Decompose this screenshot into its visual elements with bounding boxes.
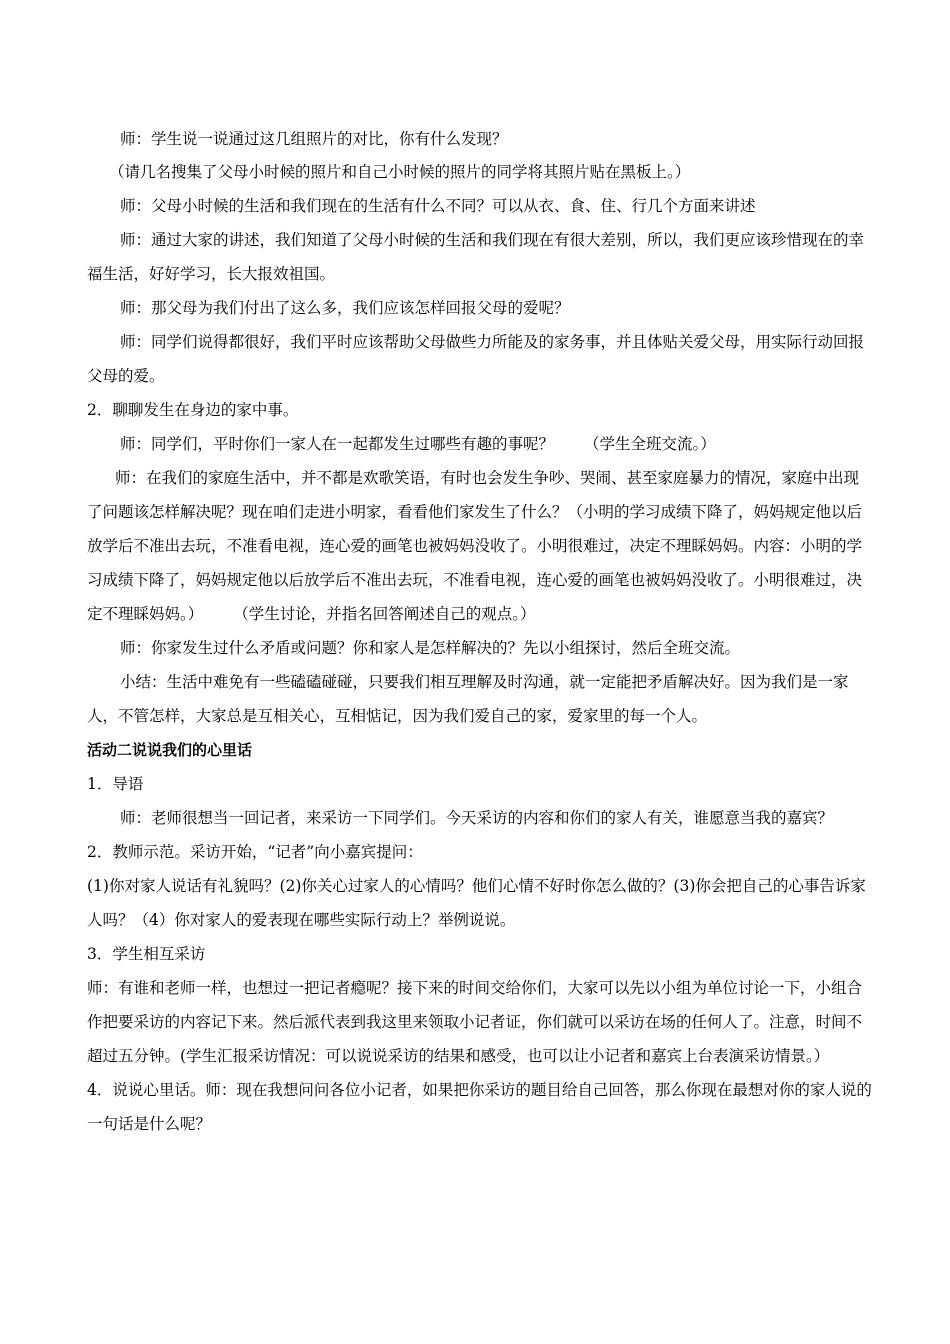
paragraph-note: （学生讨论，并指名回答阐述自己的观点。） bbox=[233, 605, 536, 623]
paragraph: 师：老师很想当一回记者，来采访一下同学们。今天采访的内容和你们的家人有关，谁愿意当我的嘉宾？ bbox=[120, 809, 834, 827]
paragraph bbox=[87, 427, 873, 461]
paragraph: 师：有谁和老师一样，也想过一把记者瘾呢？接下来的时间交给你们，大家可以先以小组为单位讨论一下，小组合作把要采访的内容记下来。然后派代表到我这里来领取小记者证，你们就可以采访在场的任何人了。注意，时间不超过五分钟。(学生汇报采访情况：可以说说采访的结果和感受，也可以让小记者和嘉宾上台表演采访情景。） bbox=[87, 979, 863, 1065]
list-item-heading: 3．学生相互采访 bbox=[87, 945, 206, 963]
paragraph: 师：你家发生过什么矛盾或问题？你和家人是怎样解决的？先以小组探讨，然后全班交流。 bbox=[120, 639, 741, 657]
paragraph: 小结：生活中难免有一些磕磕碰碰，只要我们相互理解及时沟通，就一定能把矛盾解决好。因为我们是一家人，不管怎样，大家总是互相关心，互相惦记，因为我们爱自己的家，爱家里的每一个人。 bbox=[87, 673, 849, 725]
paragraph bbox=[87, 461, 873, 631]
paragraph: 师：学生说一说通过这几组照片的对比，你有什么发现？ bbox=[120, 130, 508, 148]
paragraph-text: 师：在我们的家庭生活中，并不都是欢歌笑语，有时也会发生争吵、哭闹、甚至家庭暴力的情况，家庭中出现了问题该怎样解决呢？现在咱们走进小明家，看看他们家发生了什么？（小明的学习成绩下降了，妈妈规定他以后放学后不准出去玩，不准看电视，连心爱的画笔也被妈妈没收了。小明很难过，决定不理睬妈妈。内容：小明的学习成绩下降了，妈妈规定他以后放学后不准出去玩，不准看电视，连心爱的画笔也被妈妈没收了。小明很难过，决定不理睬妈妈。） bbox=[87, 469, 863, 623]
section-heading: 活动二说说我们的心里话 bbox=[87, 741, 253, 759]
paragraph: 师：父母小时候的生活和我们现在的生活有什么不同？可以从衣、食、住、行几个方面来讲述 bbox=[120, 197, 756, 215]
paragraph: (1)你对家人说话有礼貌吗？(2)你关心过家人的心情吗？他们心情不好时你怎么做的？(3)你会把自己的心事告诉家人吗？（4）你对家人的爱表现在哪些实际行动上？举例说说。 bbox=[87, 877, 866, 929]
paragraph-text: 师：同学们，平时你们一家人在一起都发生过哪些有趣的事呢？ bbox=[120, 435, 555, 453]
document-body bbox=[87, 122, 873, 1141]
list-item-heading: 1．导语 bbox=[87, 775, 144, 793]
list-item-heading: 2．教师示范。采访开始，“记者”向小嘉宾提问： bbox=[87, 843, 423, 861]
paragraph-note: （学生全班交流。） bbox=[584, 435, 716, 453]
paragraph: 师：同学们说得都很好，我们平时应该帮助父母做些力所能及的家务事，并且体贴关爱父母，用实际行动回报父母的爱。 bbox=[87, 333, 865, 385]
paragraph: 师：那父母为我们付出了这么多，我们应该怎样回报父母的爱呢？ bbox=[120, 299, 570, 317]
paragraph: 4．说说心里话。师：现在我想问问各位小记者，如果把你采访的题目给自己回答，那么你现在最想对你的家人说的一句话是什么呢？ bbox=[87, 1081, 872, 1133]
list-item-heading: 2．聊聊发生在身边的家中事。 bbox=[87, 401, 299, 419]
paragraph: （请几名搜集了父母小时候的照片和自己小时候的照片的同学将其照片贴在黑板上。） bbox=[109, 163, 691, 181]
paragraph: 师：通过大家的讲述，我们知道了父母小时候的生活和我们现在有很大差别，所以，我们更应该珍惜现在的幸福生活，好好学习，长大报效祖国。 bbox=[87, 231, 865, 283]
